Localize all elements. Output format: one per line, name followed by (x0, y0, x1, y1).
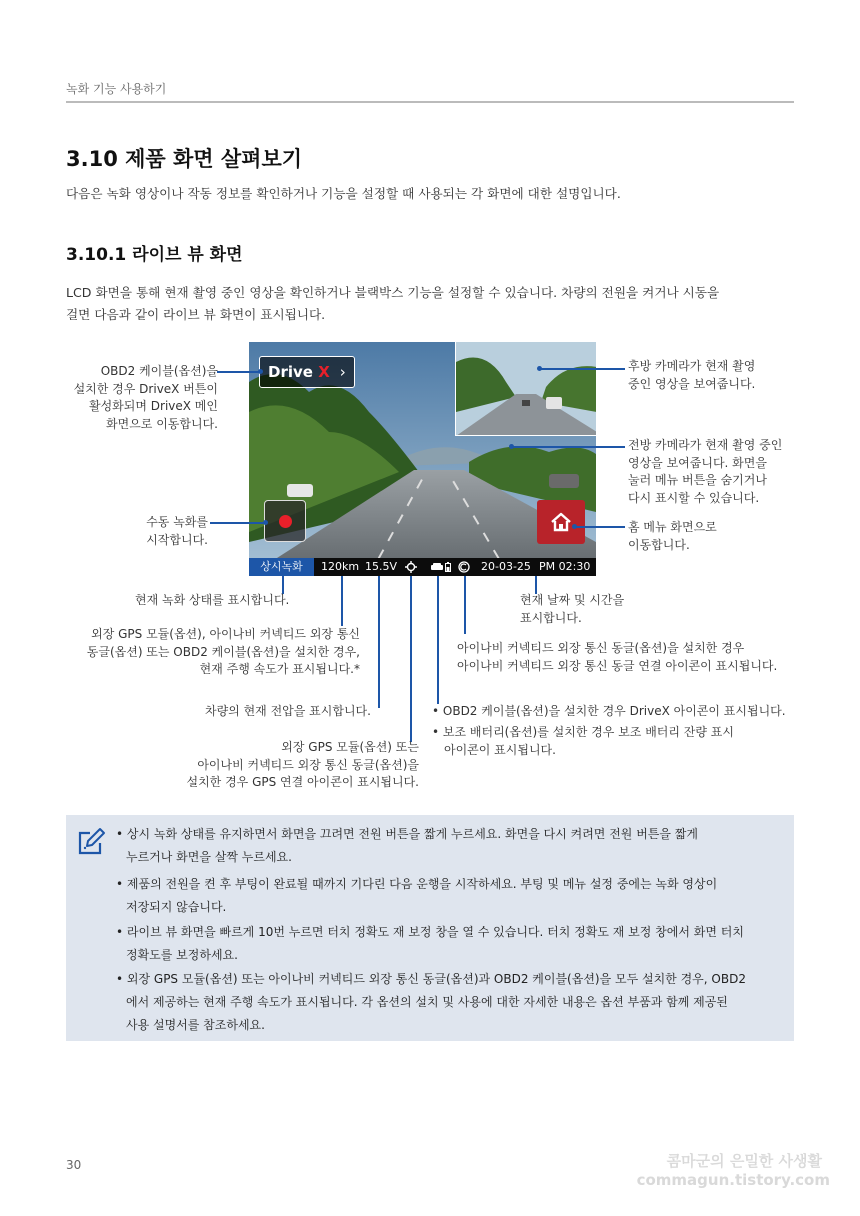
running-header: 녹화 기능 사용하기 (66, 82, 167, 96)
callout-line: 눌러 메뉴 버튼을 숨기거나 (628, 473, 767, 487)
voltage-readout: 15.5V (365, 560, 398, 573)
callout-line: 동글(옵션) 또는 OBD2 케이블(옵션)을 설치한 경우, (86, 644, 360, 659)
rear-camera-callout (628, 358, 755, 393)
callout-line: 화면으로 이동합니다. (106, 416, 218, 431)
callout-line: 중인 영상을 보여줍니다. (628, 376, 756, 391)
battery-icon (445, 562, 451, 572)
manual-record-button[interactable] (264, 500, 306, 542)
note-pencil-icon (76, 827, 106, 857)
note-line: 누르거나 화면을 살짝 누르세요. (126, 850, 292, 864)
leader-line (217, 371, 261, 373)
drivex-callout (40, 363, 218, 433)
callout-line: 다시 표시할 수 있습니다. (628, 490, 760, 505)
gps-callout (140, 739, 419, 792)
drivex-car-icon (430, 562, 444, 572)
callout-line: 외장 GPS 모듈(옵션), 아이나비 커넥티드 외장 통신 (91, 627, 360, 641)
chevron-right-icon: › (339, 363, 346, 381)
subsection-body-line: LCD 화면을 통해 현재 촬영 중인 영상을 확인하거나 블랙박스 기능을 설정할 수 있습니다. 차량의 전원을 켜거나 시동을 (66, 285, 720, 300)
subsection-title: 3.10.1 라이브 뷰 화면 (66, 245, 243, 265)
callout-line: 표시합니다. (520, 610, 582, 625)
leader-line (410, 576, 412, 742)
leader-line (378, 576, 380, 708)
time-readout: PM 02:30 (539, 560, 591, 573)
callout-line: 아이나비 커넥티드 외장 통신 동글(옵션)을 (197, 757, 419, 772)
callout-line: 아이나비 커넥티드 외장 통신 동글(옵션)을 설치한 경우 (457, 641, 745, 655)
callout-line: 현재 주행 속도가 표시됩니다.* (199, 662, 360, 676)
callout-line: 홈 메뉴 화면으로 (628, 520, 717, 534)
home-icon (549, 510, 573, 534)
watermark: 콤마군의 은밀한 사생활 (666, 1152, 822, 1170)
section-title: 3.10 제품 화면 살펴보기 (66, 147, 303, 171)
leader-line (464, 576, 466, 634)
callout-line: 영상을 보여줍니다. 화면을 (628, 455, 767, 470)
recording-status: 상시녹화 (249, 558, 314, 576)
leader-line (437, 576, 439, 704)
note-line: • 외장 GPS 모듈(옵션) 또는 아이나비 커넥티드 외장 통신 동글(옵션)과 OBD2 케이블(옵션)을 모두 설치한 경우, OBD2 (116, 972, 746, 986)
callout-line: 이동합니다. (628, 537, 690, 552)
leader-dot (537, 366, 542, 371)
callout-line: 아이콘이 표시됩니다. (444, 742, 556, 757)
callout-line: 설치한 경우 DriveX 버튼이 (73, 381, 218, 396)
drivex-icon-callout: • OBD2 케이블(옵션)을 설치한 경우 DriveX 아이콘이 표시됩니다. (432, 704, 786, 718)
drivex-x-mark: X (318, 363, 330, 381)
callout-line: OBD2 케이블(옵션)을 (100, 364, 218, 378)
status-bar (249, 558, 596, 576)
callout-line: 아이나비 커넥티드 외장 통신 동글 연결 아이콘이 표시됩니다. (457, 658, 778, 673)
callout-line: 전방 카메라가 현재 촬영 중인 (628, 438, 783, 452)
note-line: • 상시 녹화 상태를 유지하면서 화면을 끄려면 전원 버튼을 짧게 누르세요. 화면을 다시 켜려면 전원 버튼을 짧게 (116, 827, 698, 841)
leader-line (210, 522, 266, 524)
date-readout: 20-03-25 (481, 560, 531, 573)
rear-camera-view[interactable] (455, 342, 596, 436)
callout-line: 수동 녹화를 (146, 515, 208, 529)
drivex-button[interactable] (259, 356, 355, 388)
callout-line: 현재 날짜 및 시간을 (520, 593, 625, 607)
connected-dongle-icon (458, 561, 470, 573)
front-camera-callout (628, 437, 782, 507)
gps-icon (405, 561, 417, 573)
leader-dot (258, 369, 263, 374)
callout-line: • 보조 배터리(옵션)를 설치한 경우 보조 배터리 잔량 표시 (432, 725, 734, 739)
leader-line (575, 526, 625, 528)
note-line: 사용 설명서를 참조하세요. (126, 1018, 265, 1032)
note-line: • 라이브 뷰 화면을 빠르게 10번 누르면 터치 정확도 재 보정 창을 열 수 있습니다. 터치 정확도 재 보정 창에서 화면 터치 (116, 925, 744, 939)
rear-camera-image (456, 342, 596, 436)
leader-line (341, 576, 343, 626)
callout-line: 시작합니다. (146, 532, 208, 547)
leader-dot (572, 524, 577, 529)
subsection-body-line: 걸면 다음과 같이 라이브 뷰 화면이 표시됩니다. (66, 307, 326, 322)
section-intro: 다음은 녹화 영상이나 작동 정보를 확인하거나 기능을 설정할 때 사용되는 각 화면에 대한 설명입니다. (66, 186, 621, 201)
record-icon (279, 515, 292, 528)
note-line: 저장되지 않습니다. (126, 900, 227, 914)
speed-callout (40, 626, 360, 679)
note-line: • 제품의 전원을 켠 후 부팅이 완료될 때까지 기다린 다음 운행을 시작하세요. 부팅 및 메뉴 설정 중에는 녹화 영상이 (116, 877, 718, 891)
date-time-callout (520, 592, 624, 627)
leader-line (540, 368, 625, 370)
note-line: 정확도를 보정하세요. (126, 948, 238, 962)
header-rule (66, 101, 794, 103)
page-number: 30 (66, 1158, 82, 1172)
speed-readout: 120km (321, 560, 360, 573)
callout-line: 설치한 경우 GPS 연결 아이콘이 표시됩니다. (186, 775, 419, 789)
recording-status-callout: 현재 녹화 상태를 표시합니다. (135, 593, 290, 607)
leader-line (512, 446, 625, 448)
callout-line: 활성화되며 DriveX 메인 (89, 399, 218, 413)
manual-record-callout (100, 514, 208, 549)
watermark: commagun.tistory.com (636, 1171, 830, 1189)
connected-dongle-callout (457, 640, 777, 675)
leader-dot (263, 520, 268, 525)
home-menu-callout (628, 519, 717, 554)
battery-callout (432, 724, 734, 759)
voltage-callout: 차량의 현재 전압을 표시합니다. (205, 704, 371, 718)
home-menu-button[interactable] (537, 500, 585, 544)
callout-line: 외장 GPS 모듈(옵션) 또는 (281, 740, 419, 754)
leader-dot (509, 444, 514, 449)
drivex-label: Drive (268, 363, 313, 381)
callout-line: 후방 카메라가 현재 촬영 (628, 359, 756, 373)
note-line: 에서 제공하는 현재 주행 속도가 표시됩니다. 각 옵션의 설치 및 사용에 대한 자세한 내용은 옵션 부품과 함께 제공된 (126, 995, 728, 1009)
note-box (66, 815, 794, 1041)
